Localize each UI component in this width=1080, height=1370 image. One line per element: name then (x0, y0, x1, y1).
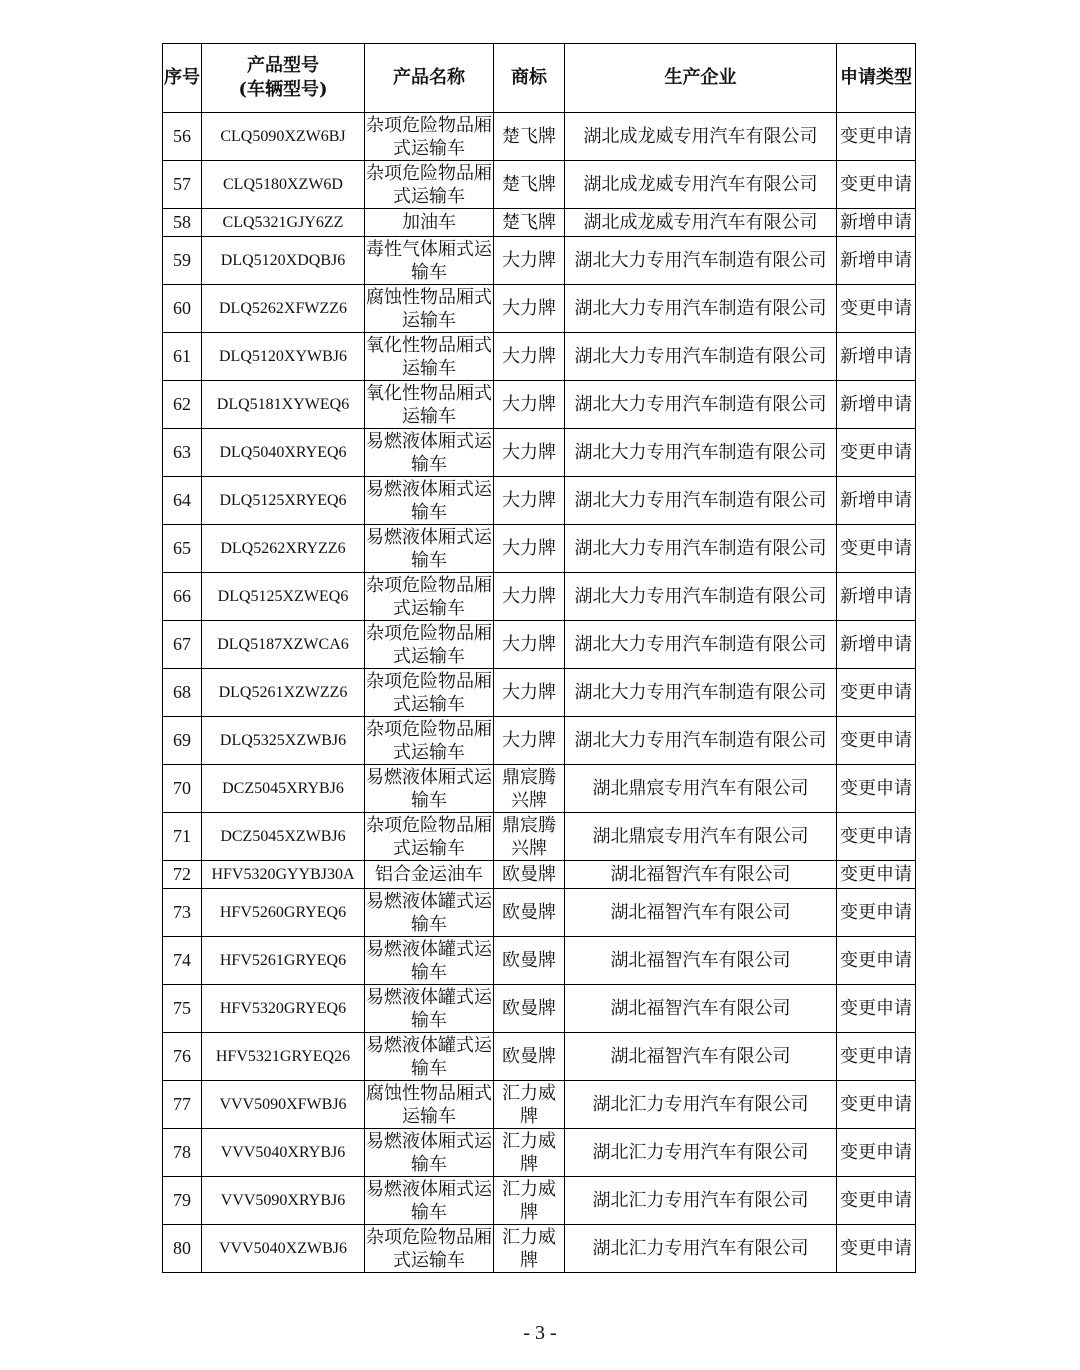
cell-application-type: 新增申请 (837, 237, 916, 285)
table-row (163, 1081, 916, 1129)
cell-brand: 鼎宸腾兴牌 (494, 813, 565, 861)
cell-application-type: 变更申请 (837, 161, 916, 209)
header-model-line1: 产品型号 (247, 55, 319, 76)
cell-application-type: 新增申请 (837, 621, 916, 669)
cell-application-type: 变更申请 (837, 1081, 916, 1129)
cell-model: DLQ5262XFWZZ6 (202, 285, 365, 333)
table-row (163, 813, 916, 861)
cell-model: DLQ5325XZWBJ6 (202, 717, 365, 765)
cell-application-type: 变更申请 (837, 669, 916, 717)
cell-brand: 楚飞牌 (494, 113, 565, 161)
cell-seq: 64 (163, 477, 202, 525)
table-row (163, 1129, 916, 1177)
cell-manufacturer: 湖北大力专用汽车制造有限公司 (565, 669, 837, 717)
cell-manufacturer: 湖北大力专用汽车制造有限公司 (565, 429, 837, 477)
cell-application-type: 新增申请 (837, 573, 916, 621)
cell-manufacturer: 湖北大力专用汽车制造有限公司 (565, 621, 837, 669)
cell-application-type: 变更申请 (837, 1129, 916, 1177)
cell-application-type: 变更申请 (837, 813, 916, 861)
cell-product-name: 杂项危险物品厢式运输车 (366, 670, 492, 715)
cell-manufacturer: 湖北成龙威专用汽车有限公司 (565, 161, 837, 209)
cell-brand: 大力牌 (494, 669, 565, 717)
cell-application-type: 变更申请 (837, 937, 916, 985)
cell-brand: 鼎宸腾兴牌 (494, 765, 565, 813)
cell-manufacturer: 湖北汇力专用汽车有限公司 (565, 1177, 837, 1225)
cell-model: HFV5260GRYEQ6 (202, 889, 365, 937)
table-row (163, 573, 916, 621)
table-row (163, 717, 916, 765)
header-model (202, 44, 365, 113)
cell-product-name: 腐蚀性物品厢式运输车 (366, 286, 492, 331)
cell-application-type: 变更申请 (837, 113, 916, 161)
table-row (163, 937, 916, 985)
cell-model: DLQ5261XZWZZ6 (202, 669, 365, 717)
cell-seq: 57 (163, 161, 202, 209)
cell-seq: 80 (163, 1225, 202, 1273)
cell-model: DCZ5045XRYBJ6 (202, 765, 365, 813)
cell-brand: 大力牌 (494, 573, 565, 621)
header-model-line2: (车辆型号) (238, 79, 328, 100)
cell-seq: 77 (163, 1081, 202, 1129)
cell-product-name: 易燃液体厢式运输车 (366, 478, 492, 523)
cell-application-type: 新增申请 (837, 209, 916, 237)
cell-application-type: 变更申请 (837, 429, 916, 477)
cell-product-name: 易燃液体厢式运输车 (366, 766, 492, 811)
table-row (163, 285, 916, 333)
cell-application-type: 变更申请 (837, 861, 916, 889)
header-seq: 序号 (163, 44, 202, 113)
table-row (163, 861, 916, 889)
cell-brand: 大力牌 (494, 333, 565, 381)
cell-model: HFV5320GYYBJ30A (202, 861, 365, 889)
cell-model: HFV5261GRYEQ6 (202, 937, 365, 985)
cell-product-name: 易燃液体厢式运输车 (366, 1178, 492, 1223)
cell-application-type: 新增申请 (837, 477, 916, 525)
cell-seq: 62 (163, 381, 202, 429)
cell-manufacturer: 湖北鼎宸专用汽车有限公司 (565, 813, 837, 861)
cell-manufacturer: 湖北大力专用汽车制造有限公司 (565, 333, 837, 381)
cell-brand: 欧曼牌 (494, 937, 565, 985)
cell-application-type: 新增申请 (837, 381, 916, 429)
cell-brand: 大力牌 (494, 525, 565, 573)
cell-application-type: 变更申请 (837, 525, 916, 573)
table-row (163, 209, 916, 237)
table-row (163, 1225, 916, 1273)
cell-brand: 汇力威牌 (494, 1177, 565, 1225)
cell-seq: 70 (163, 765, 202, 813)
table-row (163, 237, 916, 285)
cell-product-name: 杂项危险物品厢式运输车 (366, 162, 492, 207)
table-row (163, 985, 916, 1033)
cell-model: CLQ5321GJY6ZZ (202, 209, 365, 237)
cell-brand: 楚飞牌 (494, 209, 565, 237)
cell-manufacturer: 湖北大力专用汽车制造有限公司 (565, 237, 837, 285)
cell-brand: 汇力威牌 (494, 1081, 565, 1129)
cell-manufacturer: 湖北福智汽车有限公司 (565, 889, 837, 937)
cell-seq: 74 (163, 937, 202, 985)
cell-brand: 欧曼牌 (494, 861, 565, 889)
cell-manufacturer: 湖北福智汽车有限公司 (565, 861, 837, 889)
cell-seq: 58 (163, 209, 202, 237)
cell-seq: 71 (163, 813, 202, 861)
cell-brand: 汇力威牌 (494, 1225, 565, 1273)
cell-brand: 大力牌 (494, 621, 565, 669)
table-row (163, 333, 916, 381)
cell-product-name: 杂项危险物品厢式运输车 (366, 814, 492, 859)
cell-model: CLQ5180XZW6D (202, 161, 365, 209)
cell-seq: 60 (163, 285, 202, 333)
header-manufacturer: 生产企业 (565, 44, 837, 113)
cell-seq: 68 (163, 669, 202, 717)
cell-application-type: 变更申请 (837, 1225, 916, 1273)
cell-seq: 79 (163, 1177, 202, 1225)
cell-product-name: 加油车 (365, 209, 494, 237)
cell-seq: 66 (163, 573, 202, 621)
cell-application-type: 变更申请 (837, 1177, 916, 1225)
cell-manufacturer: 湖北大力专用汽车制造有限公司 (565, 381, 837, 429)
cell-manufacturer: 湖北大力专用汽车制造有限公司 (565, 717, 837, 765)
cell-brand: 楚飞牌 (494, 161, 565, 209)
cell-brand: 大力牌 (494, 237, 565, 285)
cell-seq: 63 (163, 429, 202, 477)
cell-brand: 欧曼牌 (494, 985, 565, 1033)
cell-model: HFV5321GRYEQ26 (202, 1033, 365, 1081)
cell-product-name: 毒性气体厢式运输车 (366, 238, 492, 283)
cell-product-name: 杂项危险物品厢式运输车 (366, 718, 492, 763)
cell-product-name: 杂项危险物品厢式运输车 (366, 114, 492, 159)
cell-application-type: 变更申请 (837, 285, 916, 333)
cell-model: DCZ5045XZWBJ6 (202, 813, 365, 861)
cell-product-name: 易燃液体厢式运输车 (366, 1130, 492, 1175)
cell-application-type: 变更申请 (837, 889, 916, 937)
cell-product-name: 易燃液体罐式运输车 (366, 1034, 492, 1079)
page-number: - 3 - (523, 1322, 557, 1344)
header-brand: 商标 (494, 44, 565, 113)
cell-model: DLQ5120XYWBJ6 (202, 333, 365, 381)
cell-model: VVV5090XFWBJ6 (202, 1081, 365, 1129)
cell-manufacturer: 湖北大力专用汽车制造有限公司 (565, 573, 837, 621)
cell-manufacturer: 湖北福智汽车有限公司 (565, 937, 837, 985)
table-row (163, 1033, 916, 1081)
cell-brand: 大力牌 (494, 429, 565, 477)
cell-model: DLQ5125XZWEQ6 (202, 573, 365, 621)
table-row (163, 621, 916, 669)
cell-product-name: 铝合金运油车 (365, 861, 494, 889)
vehicle-application-table (162, 43, 916, 1273)
cell-manufacturer: 湖北汇力专用汽车有限公司 (565, 1129, 837, 1177)
cell-product-name: 杂项危险物品厢式运输车 (366, 1226, 492, 1271)
cell-product-name: 腐蚀性物品厢式运输车 (366, 1082, 492, 1127)
cell-manufacturer: 湖北福智汽车有限公司 (565, 1033, 837, 1081)
table-row (163, 113, 916, 161)
cell-product-name: 易燃液体罐式运输车 (366, 938, 492, 983)
header-application-type: 申请类型 (837, 44, 916, 113)
cell-seq: 67 (163, 621, 202, 669)
cell-manufacturer: 湖北成龙威专用汽车有限公司 (565, 113, 837, 161)
cell-seq: 65 (163, 525, 202, 573)
cell-seq: 75 (163, 985, 202, 1033)
table-row (163, 669, 916, 717)
cell-application-type: 新增申请 (837, 333, 916, 381)
cell-manufacturer: 湖北汇力专用汽车有限公司 (565, 1225, 837, 1273)
cell-brand: 欧曼牌 (494, 889, 565, 937)
cell-manufacturer: 湖北大力专用汽车制造有限公司 (565, 285, 837, 333)
cell-application-type: 变更申请 (837, 765, 916, 813)
cell-seq: 78 (163, 1129, 202, 1177)
table-row (163, 429, 916, 477)
cell-model: HFV5320GRYEQ6 (202, 985, 365, 1033)
cell-manufacturer: 湖北鼎宸专用汽车有限公司 (565, 765, 837, 813)
cell-model: VVV5090XRYBJ6 (202, 1177, 365, 1225)
table-row (163, 161, 916, 209)
cell-manufacturer: 湖北汇力专用汽车有限公司 (565, 1081, 837, 1129)
cell-manufacturer: 湖北大力专用汽车制造有限公司 (565, 525, 837, 573)
cell-brand: 大力牌 (494, 285, 565, 333)
cell-product-name: 氧化性物品厢式运输车 (366, 334, 492, 379)
cell-brand: 欧曼牌 (494, 1033, 565, 1081)
cell-model: DLQ5181XYWEQ6 (202, 381, 365, 429)
cell-product-name: 杂项危险物品厢式运输车 (366, 574, 492, 619)
cell-manufacturer: 湖北大力专用汽车制造有限公司 (565, 477, 837, 525)
cell-model: CLQ5090XZW6BJ (202, 113, 365, 161)
cell-model: DLQ5125XRYEQ6 (202, 477, 365, 525)
cell-product-name: 杂项危险物品厢式运输车 (366, 622, 492, 667)
cell-seq: 59 (163, 237, 202, 285)
cell-seq: 56 (163, 113, 202, 161)
cell-product-name: 易燃液体罐式运输车 (366, 986, 492, 1031)
cell-product-name: 易燃液体厢式运输车 (366, 526, 492, 571)
cell-seq: 76 (163, 1033, 202, 1081)
cell-application-type: 变更申请 (837, 717, 916, 765)
cell-application-type: 变更申请 (837, 985, 916, 1033)
table-row (163, 525, 916, 573)
cell-manufacturer: 湖北成龙威专用汽车有限公司 (565, 209, 837, 237)
table-header-row (163, 44, 916, 113)
table-row (163, 889, 916, 937)
header-product-name: 产品名称 (365, 44, 494, 113)
cell-brand: 汇力威牌 (494, 1129, 565, 1177)
cell-brand: 大力牌 (494, 717, 565, 765)
table-row (163, 381, 916, 429)
cell-model: DLQ5120XDQBJ6 (202, 237, 365, 285)
cell-seq: 72 (163, 861, 202, 889)
cell-seq: 73 (163, 889, 202, 937)
cell-product-name: 易燃液体厢式运输车 (366, 430, 492, 475)
table-row (163, 477, 916, 525)
cell-application-type: 变更申请 (837, 1033, 916, 1081)
cell-product-name: 易燃液体罐式运输车 (366, 890, 492, 935)
cell-brand: 大力牌 (494, 477, 565, 525)
cell-seq: 61 (163, 333, 202, 381)
cell-model: VVV5040XRYBJ6 (202, 1129, 365, 1177)
cell-seq: 69 (163, 717, 202, 765)
cell-brand: 大力牌 (494, 381, 565, 429)
table-row (163, 1177, 916, 1225)
cell-model: VVV5040XZWBJ6 (202, 1225, 365, 1273)
cell-product-name: 氧化性物品厢式运输车 (366, 382, 492, 427)
table-row (163, 765, 916, 813)
cell-model: DLQ5040XRYEQ6 (202, 429, 365, 477)
cell-model: DLQ5187XZWCA6 (202, 621, 365, 669)
cell-model: DLQ5262XRYZZ6 (202, 525, 365, 573)
cell-manufacturer: 湖北福智汽车有限公司 (565, 985, 837, 1033)
